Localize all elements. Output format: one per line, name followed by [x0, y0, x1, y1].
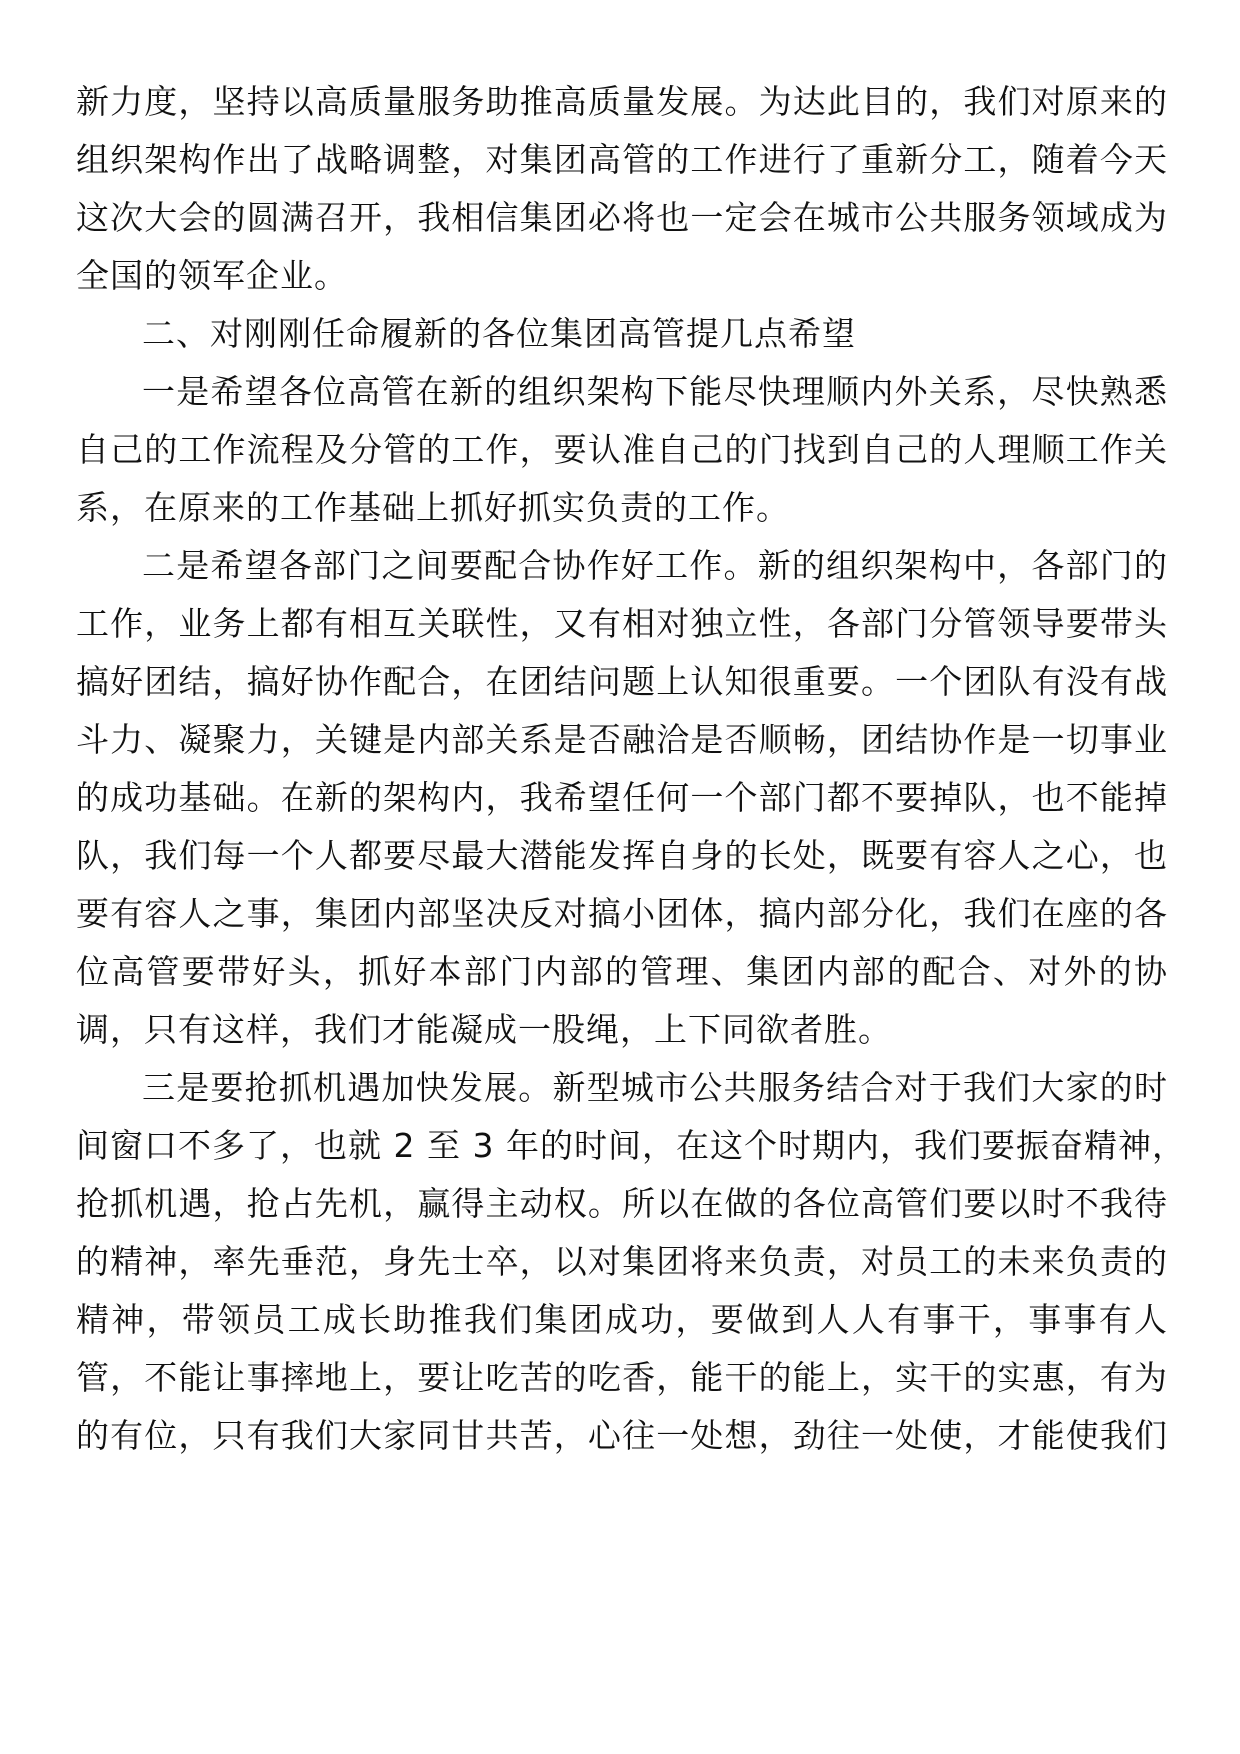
- text-line: 全国的领军企业。: [76, 256, 348, 295]
- text-line: 新力度，坚持以高质量服务助推高质量发展。为达此目的，我们对原来的: [76, 82, 1168, 121]
- text-line: 一是希望各位高管在新的组织架构下能尽快理顺内外关系，尽快熟悉: [142, 372, 1168, 411]
- text-line: 的精神，率先垂范，身先士卒，以对集团将来负责，对员工的未来负责的: [76, 1242, 1168, 1281]
- text-line: 二是希望各部门之间要配合协作好工作。新的组织架构中，各部门的: [142, 546, 1168, 585]
- text-line: 的有位，只有我们大家同甘共苦，心往一处想，劲往一处使，才能使我们: [76, 1416, 1168, 1455]
- text-line: 精神，带领员工成长助推我们集团成功，要做到人人有事干，事事有人: [76, 1300, 1168, 1339]
- text-line: 要有容人之事，集团内部坚决反对搞小团体，搞内部分化，我们在座的各: [76, 894, 1168, 933]
- text-line: 管，不能让事摔地上，要让吃苦的吃香，能干的能上，实干的实惠，有为: [76, 1358, 1168, 1397]
- text-line: 的成功基础。在新的架构内，我希望任何一个部门都不要掉队，也不能掉: [76, 778, 1168, 817]
- text-line: 位高管要带好头，抓好本部门内部的管理、集团内部的配合、对外的协: [76, 952, 1168, 991]
- text-line: 调，只有这样，我们才能凝成一股绳，上下同欲者胜。: [76, 1010, 892, 1049]
- text-line: 自己的工作流程及分管的工作，要认准自己的门找到自己的人理顺工作关: [76, 430, 1168, 469]
- text-line: 三是要抢抓机遇加快发展。新型城市公共服务结合对于我们大家的时: [142, 1068, 1168, 1107]
- section-heading: 二、对刚刚任命履新的各位集团高管提几点希望: [142, 314, 856, 353]
- text-line: 抢抓机遇，抢占先机，赢得主动权。所以在做的各位高管们要以时不我待: [76, 1184, 1168, 1223]
- text-line: 这次大会的圆满召开，我相信集团必将也一定会在城市公共服务领域成为: [76, 198, 1168, 237]
- text-line: 工作，业务上都有相互关联性，又有相对独立性，各部门分管领导要带头: [76, 604, 1168, 643]
- text-line: 斗力、凝聚力，关键是内部关系是否融洽是否顺畅，团结协作是一切事业: [76, 720, 1168, 759]
- text-line: 系，在原来的工作基础上抓好抓实负责的工作。: [76, 488, 790, 527]
- text-line: 搞好团结，搞好协作配合，在团结问题上认知很重要。一个团队有没有战: [76, 662, 1168, 701]
- text-line: 间窗口不多了，也就 2 至 3 年的时间，在这个时期内，我们要振奋精神，: [76, 1126, 1186, 1165]
- text-line: 组织架构作出了战略调整，对集团高管的工作进行了重新分工，随着今天: [76, 140, 1168, 179]
- text-line: 队，我们每一个人都要尽最大潜能发挥自身的长处，既要有容人之心，也: [76, 836, 1168, 875]
